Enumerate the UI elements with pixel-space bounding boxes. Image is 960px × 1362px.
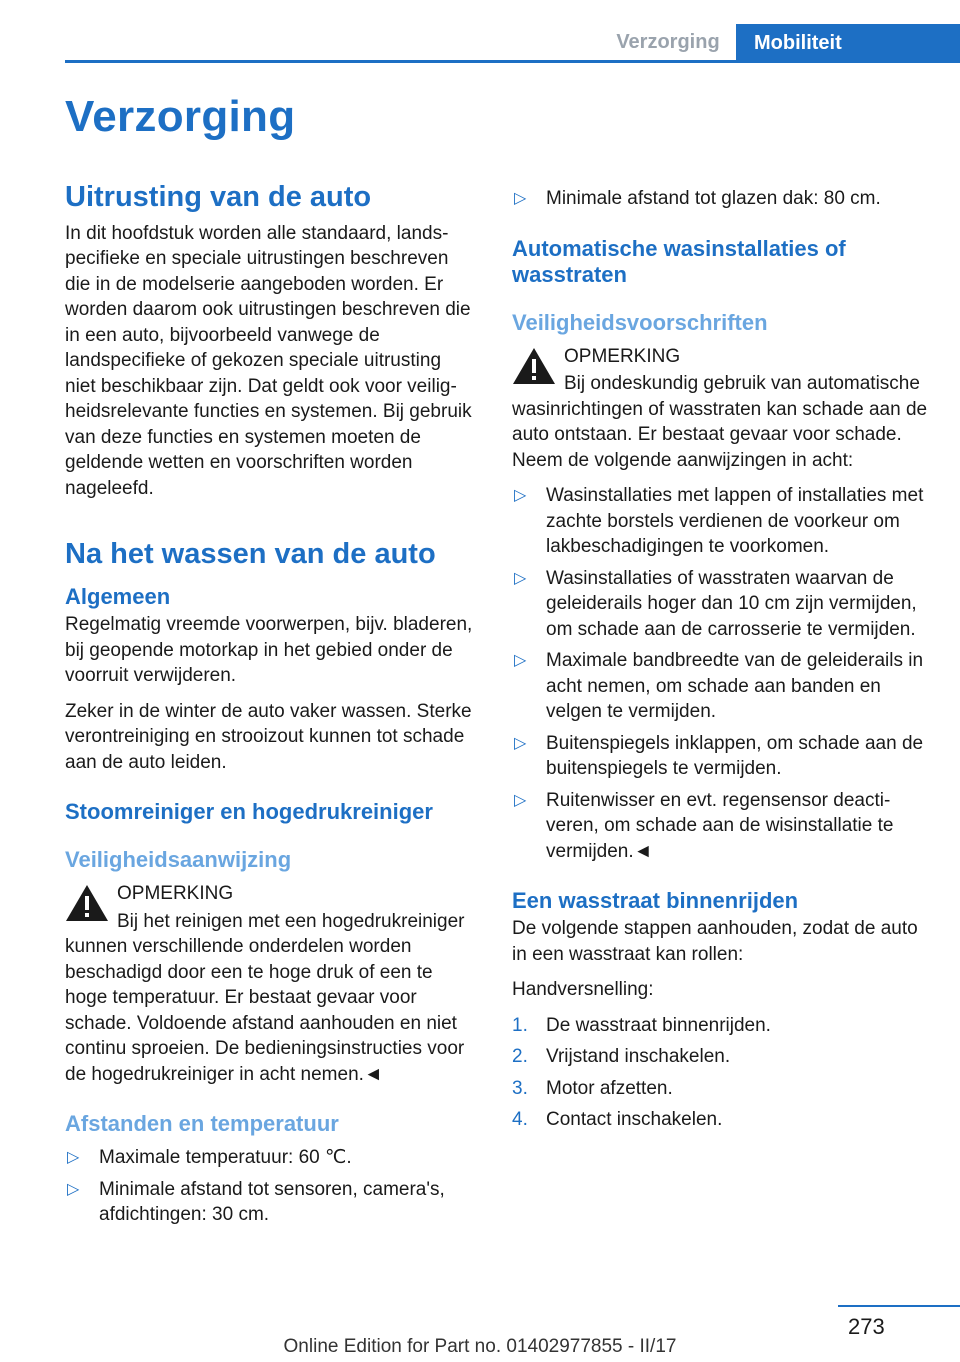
list-item: ▷ Wasinstallaties met lappen of installaties met zachte borstels verdienen de voorkeur om lakbeschadigingen te voorkomen. <box>514 485 924 557</box>
section-title-uitrusting: Uitrusting van de auto <box>65 181 372 213</box>
right-column <box>512 186 930 1143</box>
list-item: ▷ Minimale afstand tot sensoren, camera's, afdichtingen: 30 cm. <box>67 1178 445 1226</box>
list-item: ▷ Buitenspiegels inklappen, om schade aan de buitenspiegels te vermijden. <box>514 732 924 779</box>
footer-edition: Online Edition for Part no. 01402977855 - II/17 <box>283 1336 677 1357</box>
wasinstallatie-list <box>512 483 930 864</box>
paragraph-algemeen-1: Regelmatig vreemde voorwerpen, bijv. bladeren, bij geopende motorkap in het gebied onder de voorruit verwijderen. <box>65 614 473 687</box>
list-item: 4. Contact inschakelen. <box>512 1109 723 1130</box>
subsection-title-veiligheidsaanwijzing: Veiligheidsaanwijzing <box>65 847 292 873</box>
tab-mobiliteit[interactable]: Mobiliteit <box>736 24 960 63</box>
warning-label: OPMERKING <box>564 345 681 367</box>
steps-list <box>512 1013 930 1133</box>
triangle-bullet-icon: ▷ <box>514 487 527 504</box>
subsection-title-afstanden: Afstanden en temperatuur <box>65 1111 339 1137</box>
warning-label: OPMERKING <box>117 883 234 905</box>
list-item: 2. Vrijstand inschakelen. <box>512 1046 731 1067</box>
list-item: ▷ Wasinstallaties of wasstraten waarvan de geleiderails hoger dan 10 cm zijn vermijden, om schade aan de carrosserie te vermijden. <box>514 567 917 640</box>
triangle-bullet-icon: ▷ <box>514 569 527 587</box>
warning-text: Bij ondeskundig gebruik van automatische wasinrichtingen of wasstraten kan schade aan de auto ontstaan. Er bestaat gevaar voor schade. Neem de volgende aanwijzingen in acht: <box>512 373 928 471</box>
subsection-title-automatische-wasinstallaties: Automatische wasinstallaties of wasstraten <box>512 235 846 287</box>
subsection-title-algemeen: Algemeen <box>65 584 171 610</box>
warning-notice <box>512 344 930 474</box>
triangle-bullet-icon: ▷ <box>514 791 527 809</box>
subsection-title-wasstraat: Een wasstraat binnenrijden <box>512 888 799 913</box>
paragraph-algemeen-2: Zeker in de winter de auto vaker wassen. Sterke verontreiniging en strooizout kunnen tot schade aan de auto leiden. <box>65 700 472 773</box>
afstanden-list <box>65 1145 475 1228</box>
page-number: 273 <box>848 1314 885 1339</box>
footer-rule <box>838 1305 960 1307</box>
list-item: ▷ Maximale temperatuur: 60 ℃. <box>65 1145 475 1171</box>
triangle-bullet-icon: ▷ <box>67 1149 80 1167</box>
subsection-title-veiligheidsvoorschriften: Veiligheidsvoorschriften <box>512 309 768 335</box>
section-title-na-wassen: Na het wassen van de auto <box>65 538 436 571</box>
list-item: ▷ Ruitenwisser en evt. regensensor deactiveren, om schade aan de wisinstallatie te vermijden.◄ <box>514 789 894 862</box>
warning-icon <box>65 883 109 923</box>
paragraph-wasstraat-1: De volgende stappen aanhouden, zodat de auto in een wasstraat kan rollen: <box>512 918 918 965</box>
warning-text: Bij het reinigen met een hogedrukreiniger kunnen verschillende onderdelen worden beschadigd door een te hoge druk of een te hoge temperatuur. Er bestaat gevaar voor schade. Voldoende afstand aanhouden en niet continu sproeien. De bedieningsinstructies voor de hogedrukreiniger in acht nemen.◄ <box>65 910 465 1085</box>
subsection-title-stoomreiniger: Stoomreiniger en hogedrukreiniger <box>65 799 433 825</box>
paragraph-wasstraat-2: Handversnelling: <box>512 979 654 1000</box>
paragraph-uitrusting: In dit hoofdstuk worden alle standaard, landspecifieke en speciale uitrustingen beschreven die in de modelserie aangeboden worden. Er worden daarom ook uitrustingen beschreven die in een auto, bijvoorbeeld vanwege de landspecifieke of gekozen speciale uitrusting niet beschikbaar zijn. Dat geldt ook voor veiligheidsrelevante functies en systemen. Bij gebruik van deze functies en systemen moeten de geldende wetten en voorschriften worden nageleefd. <box>65 222 472 499</box>
afstanden-list-continued <box>512 186 930 212</box>
triangle-bullet-icon: ▷ <box>514 652 527 669</box>
tab-verzorging[interactable]: Verzorging <box>616 31 720 53</box>
triangle-bullet-icon: ▷ <box>514 734 527 752</box>
list-item: ▷ Maximale bandbreedte van de geleiderails in acht nemen, om schade aan banden en velgen te vermijden. <box>514 650 924 722</box>
list-item: ▷ Minimale afstand tot glazen dak: 80 cm. <box>512 186 930 212</box>
list-item: 1. De wasstraat binnenrijden. <box>512 1014 771 1036</box>
header-rule <box>65 60 960 63</box>
page-title: Verzorging <box>65 92 296 141</box>
triangle-bullet-icon: ▷ <box>67 1180 80 1198</box>
warning-notice <box>65 881 475 1087</box>
list-item: 3. Motor afzetten. <box>512 1077 673 1099</box>
left-column <box>65 180 475 1238</box>
warning-icon <box>512 346 556 386</box>
triangle-bullet-icon: ▷ <box>514 190 527 207</box>
